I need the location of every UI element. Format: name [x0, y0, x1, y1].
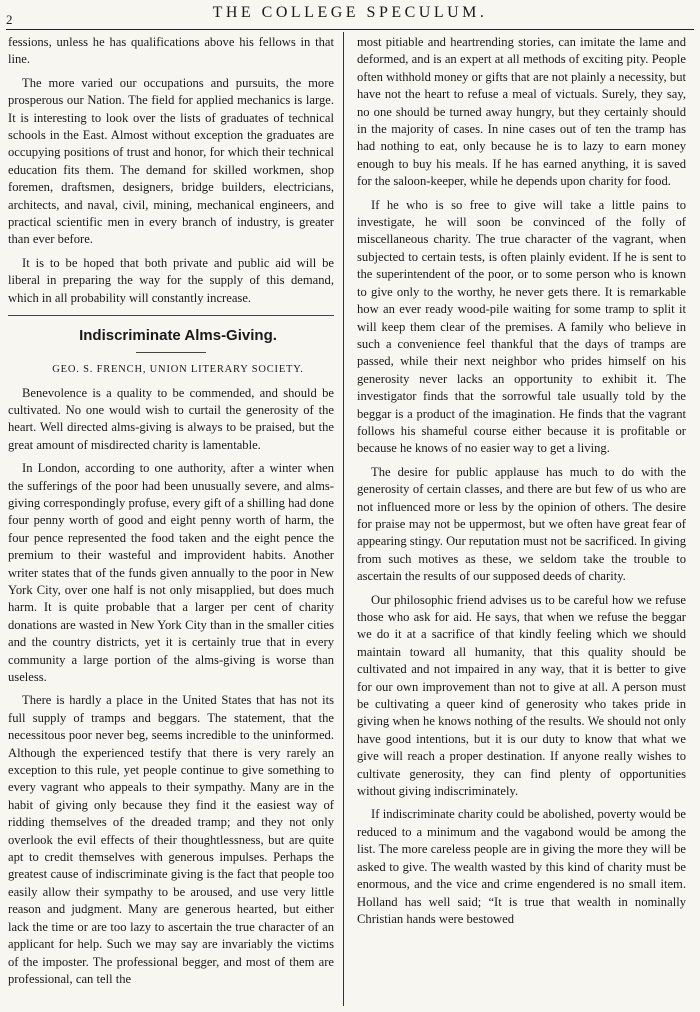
- column-divider: [343, 32, 344, 1006]
- intro-paragraph: The more varied our occupations and pursuits, the more prosperous our Nation. The field for applied mechanics is large. It is interesting to look over the lists of graduates of technical schools in the East. Almost without exception the graduates are occupying positions of trust and honor, for which their technical education fits them. The demand for skilled workmen, shop foremen, draftsmen, designers, bridge builders, electricians, architects, and naval, civil, mining, mechanical engineers, and practical scientific men in every branch of industry, is greater than ever before.: [8, 75, 334, 247]
- article-byline: GEO. S. FRENCH, UNION LITERARY SOCIETY.: [52, 364, 304, 376]
- left-column: [8, 34, 334, 994]
- article-paragraph: If indiscriminate charity could be abolished, poverty would be reduced to a minimum and the vagabond would be among the list. The more careless people are in giving the more they will be asked to give. The wealth wasted by this kind of charity must be enormous, and the vice and crime engendered is no small item. Holland has well said; “It is true that wealth in nominally Christian hands were bestowed: [357, 807, 686, 926]
- header-rule: [6, 29, 694, 30]
- article-paragraph: The desire for public applause has much to do with the generosity of certain classes, and there are but few of us who are not influenced more or less by the opinion of others. The desire for praise may not be uppermost, but we often have great fear of appearing stingy. Our reputation must not be sacrificed. In giving from such motives as these, we seldom take the trouble to ascertain the results of our supposed deeds of charity.: [357, 464, 686, 584]
- article-paragraph: There is hardly a place in the United States that has not its full supply of tramps and beggars. The statement, that the necessitous poor never beg, seems incredible to the uninformed. Although the experienced testify that there is very rarely an exception to this rule, yet people continue to give something to every vagrant who appeals to their sympathy. Many are in the habit of giving only because they find it the easiest way of ridding themselves of the dreaded tramp; and they not only overlook the evil effects of their thoughtlessness, but are quite apt to credit themselves with generous impulses. Perhaps the greatest cause of indiscriminate giving is the fact that people too easily allow their sympathy to be aroused, and use very little reason and judgment. Many are generous hearted, but either lack the time or are too lazy to ascertain the true character of an applicant for help. Such we may say are invariably the victims of the imposter. The professional begger, and most of them are professional, can tell the: [8, 693, 334, 986]
- section-divider: [8, 315, 334, 316]
- article-paragraph: If he who is so free to give will take a little pains to investigate, he will soon be convinced of the folly of miscellaneous charity. The true character of the vagrant, when subjected to certain tests, is often plainly evident. If he is sent to the superintendent of the poor, or to some person who is known to give only to the worthy, he never gets there. It is remarkable how an ever ready wood-pile waiting for some tramp to split it will keep them clear of the premises. A family who believe in such a convenience feel thankful that the days of tramps are passed, while their next neighbor who prides himself on his generosity never lacks an opportunity to exhibit it. The investigator finds that the sorrowful tale usually told by the beggar is a product of the imagination. He finds that the vagrant follows his shameful course either because it is profitable or because he knows of no easier way to get a living.: [357, 197, 686, 456]
- article-paragraph: most pitiable and heartrending stories, can imitate the lame and deformed, and is an expert at all methods of exciting pity. People often withhold money or gifts that are not plainly a necessity, but have not the heart to refuse a meal of victuals. Surely, they say, no one should be turned away hungry, but they certainly should in the majority of cases. In nine cases out of ten the tramp has had nothing to eat, only because he is to lazy to earn money enough to buy his meals. If he has earned anything, it is saved for the saloon-keeper, while he depends upon charity for food.: [357, 35, 686, 189]
- article-paragraph: Our philosophic friend advises us to be careful how we refuse those who ask for aid. He says, that when we refuse the beggar we do it at a sacrifice of that kindly feeling which we should maintain toward all humanity, that this quality should be cultivated and not impaired in any way, that it is better to give for our own improvement than not to give at all. A person must be cultivating a queer kind of generosity who takes pride in giving when he knows nothing of the results. We should not only have good intentions, but it is our duty to know that what we give will reach a proper destination. If anyone really wishes to cultivate generosity, they can find plenty of opportunities without giving indiscriminately.: [357, 592, 686, 799]
- intro-paragraph: It is to be hoped that both private and public aid will be liberal in preparing the way for the supply of this demand, which in all probability will constantly increase.: [8, 255, 334, 305]
- page-number: 2: [6, 12, 13, 27]
- intro-paragraph: fessions, unless he has qualifications above his fellows in that line.: [8, 35, 334, 67]
- article-title: Indiscriminate Alms-Giving.: [79, 327, 277, 345]
- masthead-title: THE COLLEGE SPECULUM.: [212, 4, 488, 21]
- title-underline: [136, 352, 206, 353]
- article-paragraph: In London, according to one authority, after a winter when the sufferings of the poor had been unusually severe, and alms-giving correspondingly profuse, every gift of a shilling had done four penny worth of good and eight penny worth of harm, the four pence represented the food taken and the eight pence the premium to their wasteful and improvident habits. Another writer states that of the funds given annually to the poor in New York City, over one half is not only misapplied, but does much harm. It is quite probable that a larger per cent of charity donations are wasted in New York City than in the smaller cities and the country districts, yet it is certainly true that in every community a large portion of the alms-giving is worse than useless.: [8, 461, 334, 684]
- article-paragraph: Benevolence is a quality to be commended, and should be cultivated. No one would wish to curtail the generosity of the heart. Well directed alms-giving is always to be praised, but the great amount of misdirected charity is lamentable.: [8, 385, 334, 452]
- page-header: [0, 0, 700, 32]
- right-column: [357, 34, 686, 934]
